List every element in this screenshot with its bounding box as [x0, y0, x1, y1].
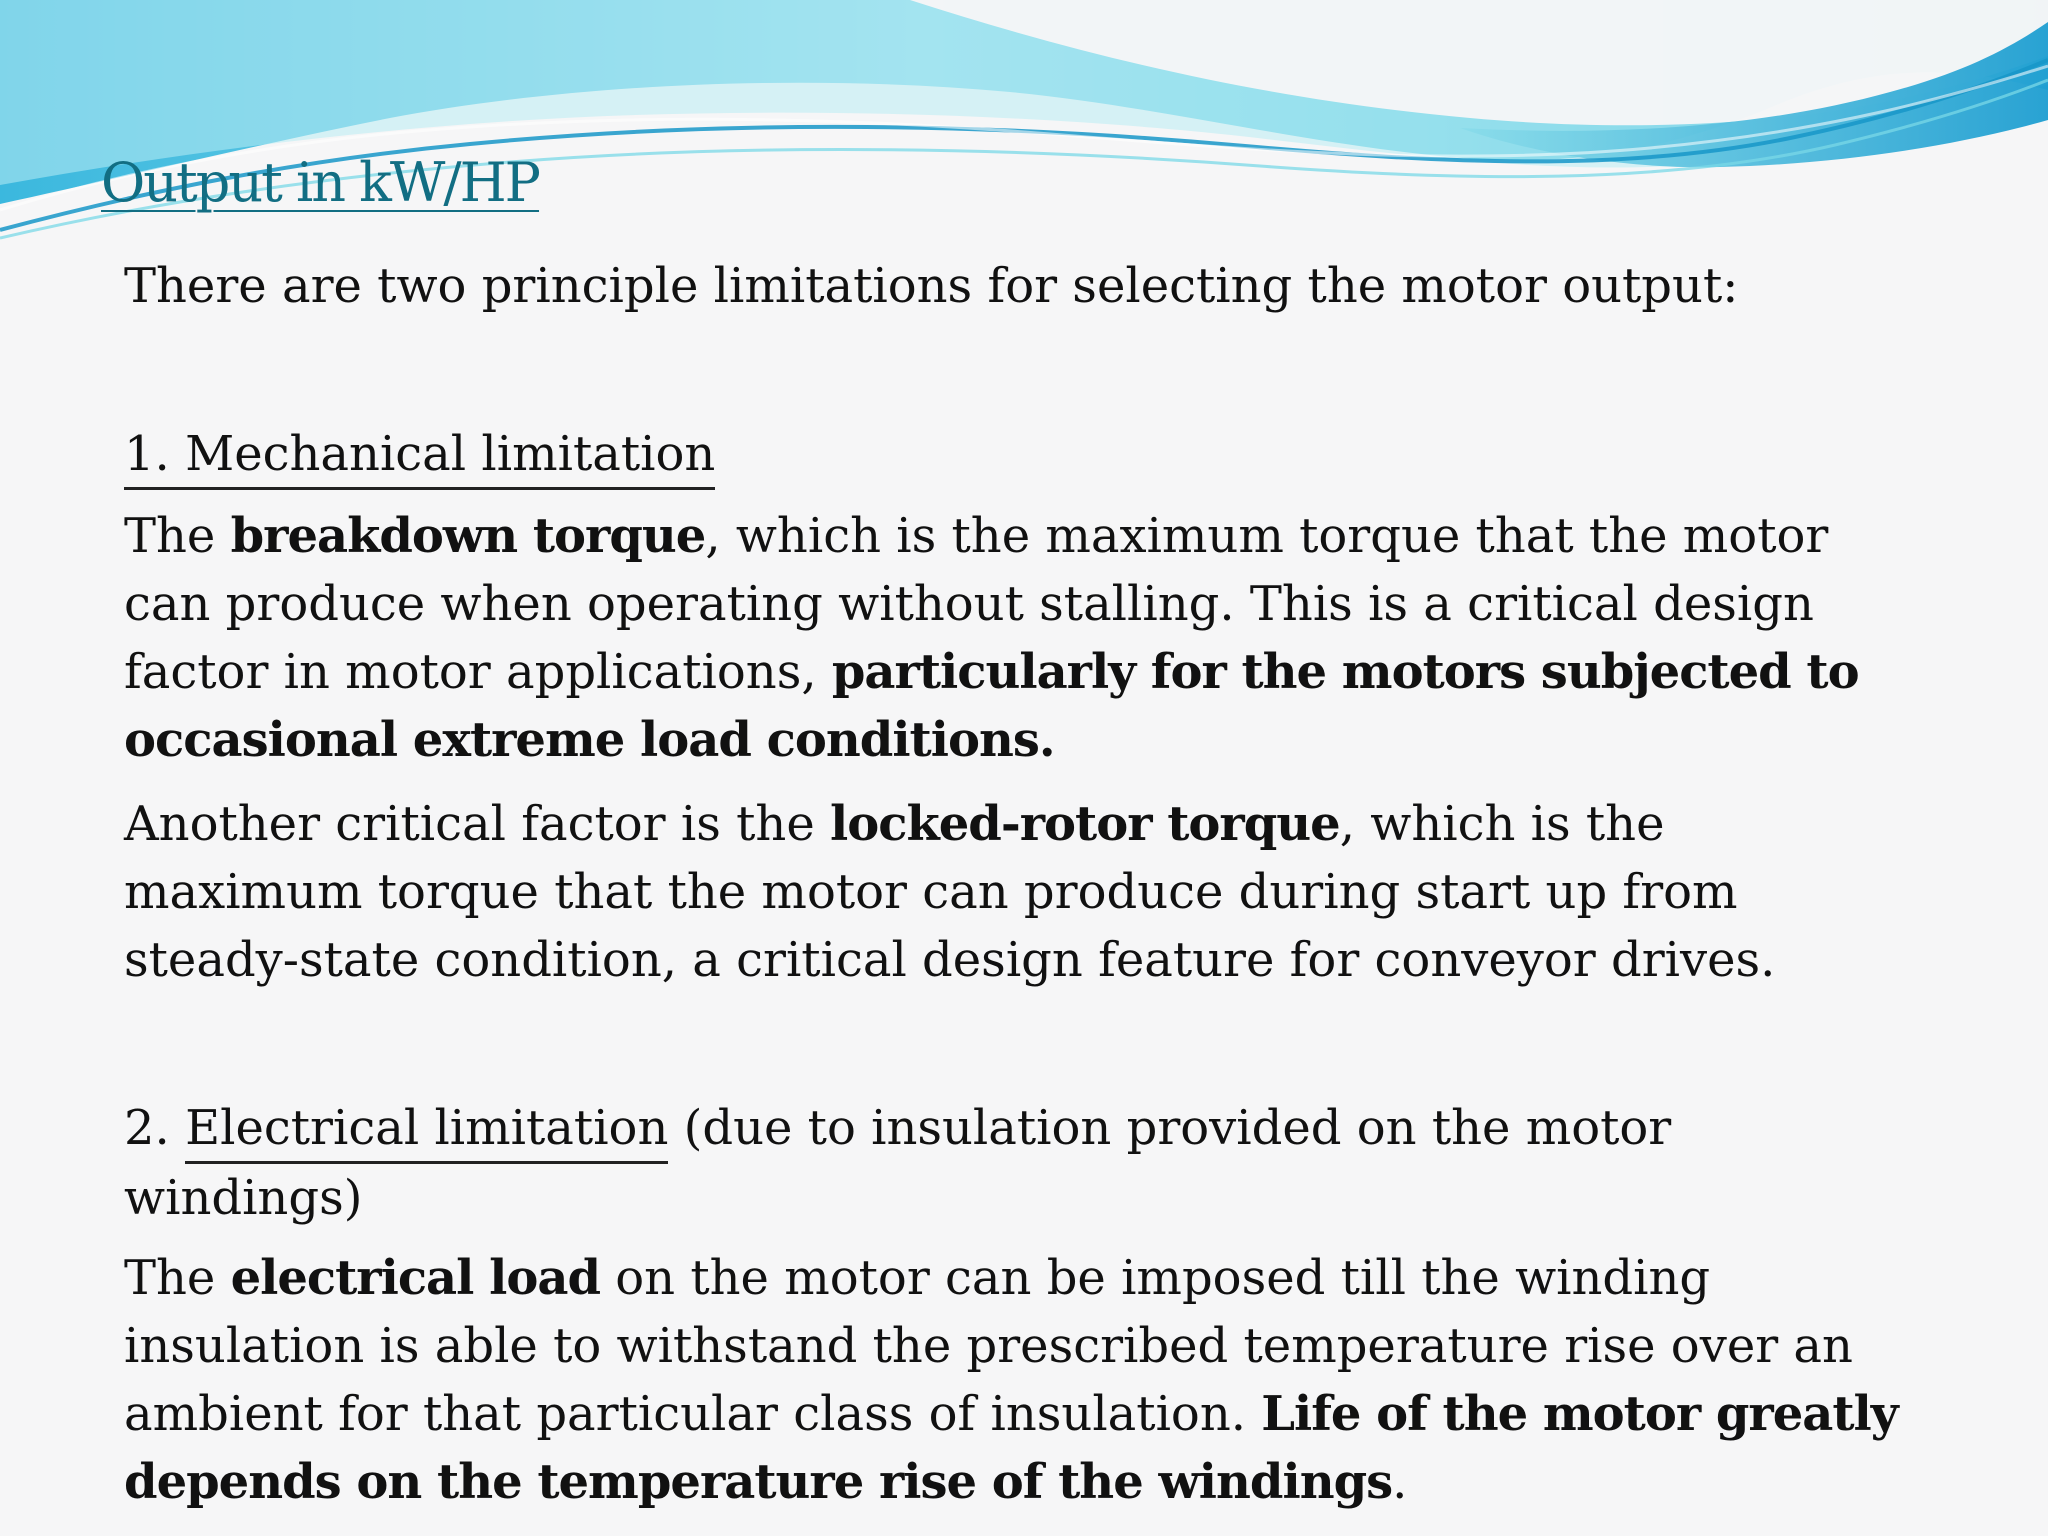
electrical-heading-underlined-label: Electrical limitation — [185, 1095, 668, 1164]
breakdown-torque-term: breakdown torque — [230, 508, 706, 564]
locked-rotor-torque-term: locked-rotor torque — [829, 796, 1340, 852]
electrical-heading-number: 2. — [124, 1100, 186, 1156]
paragraph-text: Another critical factor is the — [124, 796, 830, 852]
electrical-load-paragraph — [124, 1244, 1914, 1516]
paragraph-text: on the motor can be imposed till the winding insulation is able to withstand the prescribed temperature rise over an ambient for that particular class of insulation. — [124, 1250, 1853, 1442]
motor-life-emphasis: Life of the motor greatly depends on the temperature rise of the windings — [124, 1386, 1898, 1510]
mechanical-heading-underlined-text — [124, 421, 715, 490]
slide-content — [124, 252, 1914, 1516]
paragraph-text: , which is the maximum torque that the motor can produce when operating without stalling. This is a critical design factor in motor applications, — [124, 508, 1829, 700]
occasional-load-emphasis: particularly for the motors subjected to occasional extreme load conditions. — [124, 644, 1859, 768]
breakdown-torque-paragraph — [124, 502, 1914, 774]
electrical-limitation-heading — [124, 1094, 1914, 1232]
electrical-load-term: electrical load — [230, 1250, 601, 1306]
paragraph-text: The — [124, 508, 231, 564]
mechanical-heading-label: Mechanical limitation — [185, 426, 716, 482]
electrical-heading-suffix: (due to insulation provided on the motor windings) — [124, 1100, 1672, 1226]
paragraph-text: The — [124, 1250, 231, 1306]
paragraph-text: , which is the maximum torque that the motor can produce during start up from steady-state condition, a critical design feature for conveyor drives. — [124, 796, 1776, 988]
locked-rotor-paragraph — [124, 790, 1914, 994]
mechanical-limitation-heading — [124, 420, 1914, 490]
slide-title: Output in kW/HP — [101, 151, 540, 214]
intro-text: There are two principle limitations for selecting the motor output: — [124, 258, 1739, 314]
mechanical-heading-number: 1. — [124, 426, 186, 482]
paragraph-end-punctuation: . — [1392, 1454, 1408, 1510]
